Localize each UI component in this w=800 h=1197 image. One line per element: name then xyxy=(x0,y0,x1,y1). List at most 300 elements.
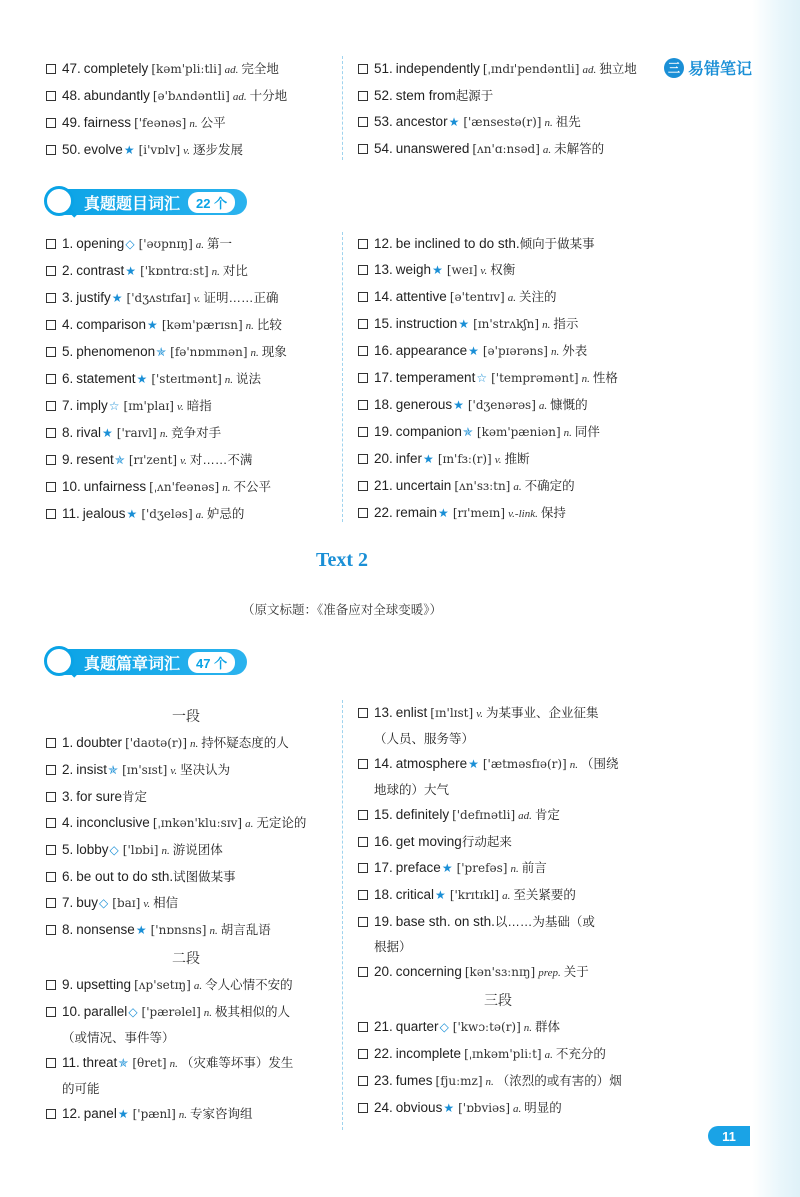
item-number: 19. xyxy=(374,914,393,929)
vocab-item xyxy=(358,473,658,500)
checkbox[interactable] xyxy=(46,738,56,748)
phonetic: [ɪn'lɪst] xyxy=(430,706,474,720)
phonetic: [ə'tentɪv] xyxy=(449,290,505,304)
vocab-item xyxy=(46,420,346,447)
vocab-item xyxy=(46,999,346,1050)
meaning: （围绕 xyxy=(580,757,619,771)
item-number: 47. xyxy=(62,61,81,76)
phonetic: [kəm'pærɪsn] xyxy=(161,318,243,332)
item-number: 17. xyxy=(374,370,393,385)
checkbox[interactable] xyxy=(46,845,56,855)
meaning: 慷慨的 xyxy=(550,398,588,412)
vocab-word: buy xyxy=(76,895,99,910)
part-of-speech: v. xyxy=(480,265,488,277)
passage-left-list-a xyxy=(46,730,346,944)
part-of-speech: n. xyxy=(209,925,218,937)
passage-left-list-b xyxy=(46,972,346,1128)
magnifier-icon xyxy=(44,646,74,676)
checkbox[interactable] xyxy=(358,400,368,410)
part-of-speech: v. xyxy=(180,455,187,467)
vocab-item xyxy=(46,837,346,864)
item-number: 21. xyxy=(374,1019,393,1034)
phonetic: ['kɒntrɑːst] xyxy=(140,264,209,278)
part-of-speech: n. xyxy=(211,266,220,278)
item-number: 9. xyxy=(62,452,74,467)
vocab-item xyxy=(358,231,658,257)
brand xyxy=(664,56,752,79)
vocab-item xyxy=(358,446,658,473)
vocab-item xyxy=(46,864,346,890)
frequency-star-icon: ✯ xyxy=(156,345,167,359)
checkbox[interactable] xyxy=(46,765,56,775)
frequency-star-icon: ★ xyxy=(123,143,135,157)
vocab-item xyxy=(358,855,658,882)
item-number: 21. xyxy=(374,478,393,493)
checkbox[interactable] xyxy=(358,917,368,927)
meaning-continued: 地球的）大气 xyxy=(374,783,450,797)
checkbox[interactable] xyxy=(358,863,368,873)
checkbox[interactable] xyxy=(358,265,368,275)
meaning: 前言 xyxy=(521,861,547,875)
part-of-speech: n. xyxy=(510,863,519,875)
checkbox[interactable] xyxy=(358,810,368,820)
checkbox[interactable] xyxy=(46,91,56,101)
item-number: 51. xyxy=(374,61,393,76)
checkbox[interactable] xyxy=(358,708,368,718)
vocab-word: companion xyxy=(395,424,462,439)
part-of-speech: a. xyxy=(507,292,516,304)
meaning: 祖先 xyxy=(555,115,581,129)
vocab-word: definitely xyxy=(395,807,450,822)
checkbox[interactable] xyxy=(46,509,56,519)
phonetic: [ɪn'fɜː(r)] xyxy=(437,452,492,466)
vocab-word: be inclined to do sth. xyxy=(395,236,520,251)
vocab-item xyxy=(358,257,658,284)
meaning: （浓烈的或有害的）烟 xyxy=(496,1074,622,1088)
phonetic: [ɪn'strʌkʃn] xyxy=(473,317,540,331)
checkbox[interactable] xyxy=(46,239,56,249)
part-of-speech: v. xyxy=(143,898,151,910)
vocab-word: doubter xyxy=(76,735,123,750)
phonetic: ['temprəmənt] xyxy=(491,371,579,385)
item-number: 16. xyxy=(374,343,393,358)
frequency-star-icon: ★ xyxy=(111,291,123,305)
frequency-star-icon: ★ xyxy=(136,372,148,386)
checkbox[interactable] xyxy=(358,239,368,249)
checkbox[interactable] xyxy=(358,373,368,383)
vocab-word: nonsense xyxy=(76,922,135,937)
meaning: 竞争对手 xyxy=(171,426,222,440)
meaning: 妒忌的 xyxy=(206,507,245,521)
vocab-word: be out to do sth. xyxy=(76,869,174,884)
checkbox[interactable] xyxy=(46,482,56,492)
vocab-word: inconclusive xyxy=(76,815,150,830)
checkbox[interactable] xyxy=(46,455,56,465)
frequency-star-icon: ★ xyxy=(126,507,138,521)
vocab-word: justify xyxy=(76,290,111,305)
meaning: 保持 xyxy=(540,506,566,520)
item-number: 7. xyxy=(62,398,74,413)
frequency-star-icon: ☆ xyxy=(476,371,488,385)
vocab-word: stem from xyxy=(395,88,456,103)
frequency-star-icon: ★ xyxy=(468,757,479,771)
vocab-word: unfairness xyxy=(83,479,147,494)
part-of-speech: n. xyxy=(189,118,198,130)
vocab-word: opening xyxy=(76,236,125,251)
vocab-item xyxy=(46,757,346,784)
checkbox[interactable] xyxy=(358,427,368,437)
meaning: 令人心情不安的 xyxy=(205,978,293,992)
page-number: 11 xyxy=(708,1126,750,1146)
checkbox[interactable] xyxy=(358,890,368,900)
vocab-word: insist xyxy=(76,762,108,777)
vocab-item xyxy=(46,1050,346,1101)
phonetic: [ʌn'sɜːtn] xyxy=(454,479,511,493)
checkbox[interactable] xyxy=(358,967,368,977)
checkbox[interactable] xyxy=(46,1058,56,1068)
meaning: 完全地 xyxy=(241,62,279,76)
part-of-speech: a. xyxy=(538,400,548,412)
vocab-word: upsetting xyxy=(76,977,132,992)
checkbox[interactable] xyxy=(358,837,368,847)
checkbox[interactable] xyxy=(46,145,56,155)
checkbox[interactable] xyxy=(46,118,56,128)
vocab-item xyxy=(46,56,346,83)
part-of-speech: n. xyxy=(161,845,170,857)
frequency-star-icon: ◇ xyxy=(109,843,119,857)
checkbox[interactable] xyxy=(46,320,56,330)
checkbox[interactable] xyxy=(46,401,56,411)
part-of-speech: n. xyxy=(190,738,199,750)
meaning: 肯定 xyxy=(534,808,560,822)
item-number: 8. xyxy=(62,425,74,440)
meaning-continued: （人员、服务等） xyxy=(374,732,475,746)
item-number: 6. xyxy=(62,869,74,884)
part-of-speech: ad. xyxy=(518,810,532,822)
vocab-item xyxy=(46,110,346,137)
vocab-word: threat xyxy=(82,1055,118,1070)
item-number: 11. xyxy=(62,1055,80,1070)
meaning: 相信 xyxy=(153,896,179,910)
vocab-word: concerning xyxy=(395,964,462,979)
item-number: 2. xyxy=(62,762,74,777)
vocab-item xyxy=(46,917,346,944)
part-of-speech: a. xyxy=(193,980,203,992)
vocab-word: abundantly xyxy=(83,88,150,103)
passage-right-list-b xyxy=(358,1014,658,1122)
part-of-speech: a. xyxy=(542,144,552,156)
checkbox[interactable] xyxy=(358,1103,368,1113)
part-of-speech: n. xyxy=(250,347,259,359)
meaning: 坚决认为 xyxy=(180,763,231,777)
phonetic: [weɪ] xyxy=(446,263,478,277)
phonetic: [ˌɪnkəm'pliːt] xyxy=(464,1047,542,1061)
checkbox[interactable] xyxy=(358,454,368,464)
vocab-item xyxy=(358,959,658,986)
vocab-item xyxy=(358,1014,658,1041)
checkbox[interactable] xyxy=(358,144,368,154)
vocab-item xyxy=(358,700,658,751)
meaning: 证明……正确 xyxy=(203,291,279,305)
vocab-item xyxy=(46,366,346,393)
meaning: 明显的 xyxy=(524,1101,562,1115)
phonetic: ['pænl] xyxy=(132,1107,176,1121)
checkbox[interactable] xyxy=(46,266,56,276)
part-of-speech: n. xyxy=(563,427,572,439)
checkbox[interactable] xyxy=(358,292,368,302)
frequency-star-icon: ★ xyxy=(458,317,470,331)
vocab-word: remain xyxy=(395,505,438,520)
item-number: 13. xyxy=(374,705,393,720)
item-number: 1. xyxy=(62,236,74,251)
item-number: 2. xyxy=(62,263,74,278)
part-of-speech: a. xyxy=(502,890,511,902)
part-of-speech: ad. xyxy=(232,91,247,103)
phonetic: ['raɪvl] xyxy=(116,426,157,440)
vocab-item xyxy=(358,802,658,829)
part-of-speech: n. xyxy=(485,1076,494,1088)
checkbox[interactable] xyxy=(46,872,56,882)
part-of-speech: n. xyxy=(203,1007,213,1019)
phonetic: ['lɒbi] xyxy=(122,843,159,857)
checkbox[interactable] xyxy=(46,925,56,935)
item-number: 10. xyxy=(62,1004,81,1019)
checkbox[interactable] xyxy=(46,374,56,384)
vocab-item xyxy=(358,419,658,446)
vocab-word: preface xyxy=(395,860,441,875)
meaning: 游说团体 xyxy=(172,843,223,857)
vocab-item xyxy=(358,338,658,365)
checkbox[interactable] xyxy=(358,319,368,329)
item-number: 50. xyxy=(62,142,81,157)
meaning: 起源于 xyxy=(455,89,494,103)
phonetic: [θret] xyxy=(132,1056,167,1070)
item-number: 16. xyxy=(374,834,393,849)
checkbox[interactable] xyxy=(358,346,368,356)
vocab-item xyxy=(358,109,658,136)
part-of-speech: prep. xyxy=(538,967,561,979)
frequency-star-icon: ★ xyxy=(441,861,453,875)
item-number: 6. xyxy=(62,371,74,386)
frequency-star-icon: ◇ xyxy=(128,1005,138,1019)
phonetic: ['ɒbviəs] xyxy=(458,1101,510,1115)
part-of-speech: v. xyxy=(494,454,502,466)
vocab-word: enlist xyxy=(395,705,428,720)
phonetic: ['nɒnsns] xyxy=(150,923,207,937)
meaning: 无定论的 xyxy=(256,816,307,830)
vocab-word: obvious xyxy=(395,1100,443,1115)
meaning: 持怀疑态度的人 xyxy=(201,736,289,750)
paragraph-label-3: 三段 xyxy=(484,992,512,1008)
vocab-item xyxy=(358,500,658,527)
part-of-speech: n. xyxy=(159,428,169,440)
item-number: 15. xyxy=(374,807,393,822)
part-of-speech: n. xyxy=(550,346,560,358)
vocab-word: independently xyxy=(395,61,480,76)
meaning: 不确定的 xyxy=(524,479,575,493)
passage-left-column xyxy=(46,702,346,1128)
item-number: 23. xyxy=(374,1073,393,1088)
meaning: 说法 xyxy=(236,372,262,386)
vocab-item xyxy=(46,231,346,258)
vocab-item xyxy=(46,83,346,110)
frequency-star-icon: ✯ xyxy=(108,763,119,777)
meaning: 十分地 xyxy=(249,89,288,103)
checkbox[interactable] xyxy=(358,117,368,127)
vocab-word: completely xyxy=(83,61,149,76)
item-number: 1. xyxy=(62,735,74,750)
checkbox[interactable] xyxy=(358,1076,368,1086)
part-of-speech: n. xyxy=(581,373,590,385)
vocab-word: get moving xyxy=(395,834,462,849)
brand-logo-icon: 三 xyxy=(664,58,684,78)
vocab-word: statement xyxy=(76,371,136,386)
item-number: 4. xyxy=(62,815,74,830)
right-decoration xyxy=(752,0,800,1197)
meaning: 同伴 xyxy=(574,425,600,439)
checkbox[interactable] xyxy=(46,792,56,802)
frequency-star-icon: ★ xyxy=(438,506,449,520)
section-header-passage xyxy=(48,648,247,676)
phonetic: [rɪ'meɪn] xyxy=(452,506,506,520)
checkbox[interactable] xyxy=(358,508,368,518)
checkbox[interactable] xyxy=(46,293,56,303)
vocab-item xyxy=(46,501,346,528)
checkbox[interactable] xyxy=(358,1049,368,1059)
part-of-speech: a. xyxy=(195,239,204,251)
vocab-word: temperament xyxy=(395,370,476,385)
meaning: 外表 xyxy=(562,344,588,358)
part-of-speech: a. xyxy=(245,818,254,830)
frequency-star-icon: ★ xyxy=(453,398,464,412)
vocab-item xyxy=(358,56,658,83)
vocab-item xyxy=(358,1095,658,1122)
vocab-item xyxy=(358,882,658,909)
phonetic: ['ænsestə(r)] xyxy=(463,115,542,129)
checkbox[interactable] xyxy=(46,818,56,828)
item-number: 14. xyxy=(374,756,393,771)
passage-right-list-a xyxy=(358,700,658,986)
meaning: 关注的 xyxy=(518,290,557,304)
item-number: 3. xyxy=(62,290,74,305)
item-number: 19. xyxy=(374,424,393,439)
item-number: 13. xyxy=(374,262,393,277)
checkbox[interactable] xyxy=(46,347,56,357)
item-number: 18. xyxy=(374,887,393,902)
item-number: 24. xyxy=(374,1100,393,1115)
item-number: 5. xyxy=(62,842,74,857)
checkbox[interactable] xyxy=(46,980,56,990)
frequency-star-icon: ★ xyxy=(125,264,137,278)
checkbox[interactable] xyxy=(46,64,56,74)
vocab-item xyxy=(358,284,658,311)
questions-left-list xyxy=(46,231,346,528)
meaning: 对比 xyxy=(222,264,248,278)
brand-name: 易错笔记 xyxy=(687,61,752,78)
vocab-item xyxy=(46,312,346,339)
checkbox[interactable] xyxy=(358,759,368,769)
vocab-item xyxy=(46,258,346,285)
phonetic: [fə'nɒmɪnən] xyxy=(170,345,248,359)
part-of-speech: v. xyxy=(176,401,184,413)
checkbox[interactable] xyxy=(46,428,56,438)
meaning: 逐步发展 xyxy=(192,143,243,157)
top-left-list xyxy=(46,56,346,164)
meaning-continued: （或情况、事件等） xyxy=(62,1031,175,1045)
meaning: 试图做某事 xyxy=(173,870,236,884)
phonetic: [ə'pɪərəns] xyxy=(482,344,548,358)
item-number: 48. xyxy=(62,88,81,103)
part-of-speech: n. xyxy=(544,117,553,129)
checkbox[interactable] xyxy=(46,1007,56,1017)
vocab-word: rival xyxy=(76,425,102,440)
vocab-item xyxy=(358,1041,658,1068)
checkbox[interactable] xyxy=(358,1022,368,1032)
vocab-word: infer xyxy=(395,451,423,466)
phonetic: [i'vɒlv] xyxy=(138,143,181,157)
part-of-speech: n. xyxy=(523,1022,533,1034)
frequency-star-icon: ★ xyxy=(435,888,446,902)
frequency-star-icon: ◇ xyxy=(99,896,109,910)
phonetic: [ʌp'setɪŋ] xyxy=(134,978,191,992)
vocab-item xyxy=(46,339,346,366)
item-number: 5. xyxy=(62,344,74,359)
vocab-item xyxy=(46,784,346,810)
vocab-item xyxy=(46,730,346,757)
item-number: 20. xyxy=(374,451,393,466)
meaning: 暗指 xyxy=(186,399,212,413)
part-of-speech: v. xyxy=(170,765,178,777)
frequency-star-icon: ★ xyxy=(443,1101,455,1115)
vocab-item xyxy=(46,393,346,420)
meaning: 肯定 xyxy=(122,790,148,804)
meaning-continued: 根据） xyxy=(374,940,412,954)
vocab-word: fairness xyxy=(83,115,132,130)
vocab-word: instruction xyxy=(395,316,458,331)
vocab-item xyxy=(358,909,658,959)
item-number: 8. xyxy=(62,922,74,937)
frequency-star-icon: ★ xyxy=(448,115,460,129)
phonetic: ['kwɔːtə(r)] xyxy=(452,1020,521,1034)
vocab-word: quarter xyxy=(395,1019,439,1034)
vocab-item xyxy=(46,890,346,917)
phonetic: [ˌɪnkən'kluːsɪv] xyxy=(152,816,243,830)
checkbox[interactable] xyxy=(358,64,368,74)
vocab-word: ancestor xyxy=(395,114,448,129)
item-number: 54. xyxy=(374,141,393,156)
phonetic: [kən'sɜːnɪŋ] xyxy=(464,965,536,979)
top-right-list xyxy=(358,56,658,163)
meaning: 对……不满 xyxy=(189,453,253,467)
meaning: 行动起来 xyxy=(461,835,512,849)
original-title: （原文标题：《准备应对全球变暖》） xyxy=(241,603,442,617)
meaning: 为某事业、企业征集 xyxy=(486,706,599,720)
vocab-word: parallel xyxy=(83,1004,128,1019)
checkbox[interactable] xyxy=(358,91,368,101)
vocab-item xyxy=(358,136,658,163)
phonetic: ['dʒʌstɪfaɪ] xyxy=(126,291,191,305)
checkbox[interactable] xyxy=(46,898,56,908)
checkbox[interactable] xyxy=(46,1109,56,1119)
vocab-word: for sure xyxy=(76,789,123,804)
vocab-word: uncertain xyxy=(395,478,452,493)
phonetic: [kəm'pæniən] xyxy=(476,425,561,439)
vocab-item xyxy=(46,474,346,501)
phonetic: ['steɪtmənt] xyxy=(151,372,222,386)
vocab-word: contrast xyxy=(76,263,125,278)
checkbox[interactable] xyxy=(358,481,368,491)
part-of-speech: ad. xyxy=(582,64,597,76)
